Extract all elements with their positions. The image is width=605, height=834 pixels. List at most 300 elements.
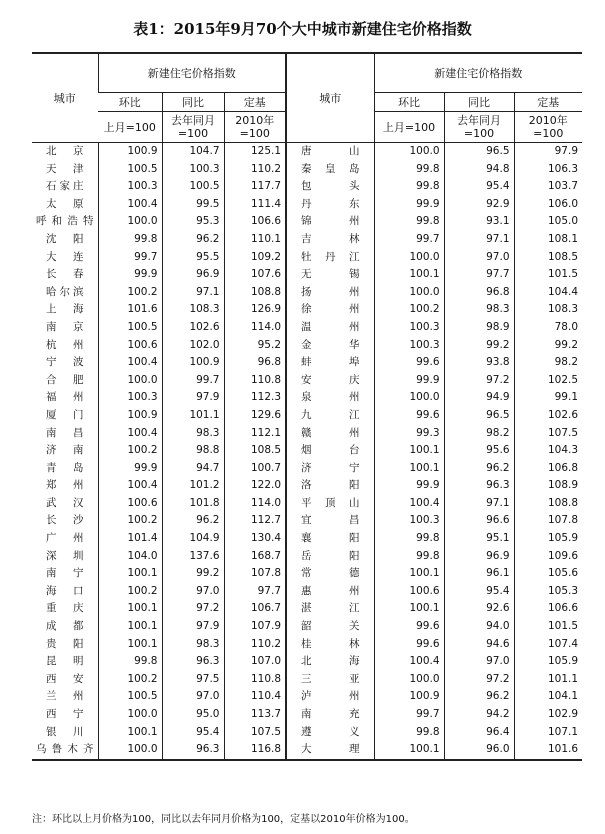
mom-value-left: 100.6: [98, 495, 162, 513]
yoy-value-right: 96.5: [444, 143, 514, 161]
mom-value-right: 99.6: [374, 407, 444, 425]
city-name-left: 厦门: [46, 408, 84, 421]
fixed-value-right: 106.8: [514, 460, 582, 478]
fixed-value-right: 107.5: [514, 425, 582, 443]
city-name-right: 蚌埠: [286, 354, 374, 372]
fixed-value-right: 105.9: [514, 530, 582, 548]
fixed-value-left: 110.2: [224, 636, 286, 654]
city-name-left: 杭州: [46, 338, 84, 351]
yoy-value-right: 97.1: [444, 231, 514, 249]
city-name-left: 昆明: [46, 655, 84, 668]
city-name-right: 三亚: [286, 671, 374, 689]
fixed-value-left: 126.9: [224, 301, 286, 319]
fixed-value-right: 99.2: [514, 337, 582, 355]
table-row: [32, 161, 582, 179]
city-name-right: 北海: [286, 653, 374, 671]
city-name-right: 秦皇岛: [286, 161, 374, 179]
mom-value-left: 99.7: [98, 249, 162, 267]
yoy-value-right: 97.2: [444, 671, 514, 689]
table-row: [32, 512, 582, 530]
city-name-left: 南京: [46, 320, 84, 333]
yoy-value-left: 102.6: [162, 319, 224, 337]
city-name-left: 乌鲁木齐: [32, 741, 98, 760]
city-name-right: 烟台: [286, 442, 374, 460]
city-name-right: 锦州: [286, 213, 374, 231]
fixed-value-left: 109.2: [224, 249, 286, 267]
yoy-value-left: 104.7: [162, 143, 224, 161]
yoy-base-right: 去年同月=100: [444, 112, 514, 143]
mom-value-right: 100.1: [374, 741, 444, 760]
fixed-value-right: 101.5: [514, 618, 582, 636]
fixed-value-right: 102.6: [514, 407, 582, 425]
yoy-value-right: 97.7: [444, 266, 514, 284]
city-name-right: 牡丹江: [286, 249, 374, 267]
mom-value-right: 100.0: [374, 389, 444, 407]
mom-value-left: 100.4: [98, 425, 162, 443]
city-name-left: 银川: [46, 725, 84, 738]
table-row: [32, 284, 582, 302]
city-name-right: 济宁: [286, 460, 374, 478]
yoy-value-left: 95.4: [162, 724, 224, 742]
yoy-value-left: 95.0: [162, 706, 224, 724]
fixed-value-right: 103.7: [514, 178, 582, 196]
fixed-value-left: 110.4: [224, 688, 286, 706]
mom-value-left: 100.4: [98, 477, 162, 495]
fixed-value-right: 106.0: [514, 196, 582, 214]
table-row: [32, 213, 582, 231]
yoy-value-left: 96.2: [162, 231, 224, 249]
mom-value-right: 99.6: [374, 618, 444, 636]
yoy-header-right: 同比: [444, 93, 514, 112]
mom-value-right: 99.6: [374, 354, 444, 372]
yoy-value-right: 92.6: [444, 600, 514, 618]
mom-value-right: 99.8: [374, 161, 444, 179]
city-name-right: 包头: [286, 178, 374, 196]
table-row: [32, 425, 582, 443]
table-row: [32, 337, 582, 355]
city-name-left: 合肥: [46, 373, 84, 386]
table-row: [32, 372, 582, 390]
mom-value-right: 100.3: [374, 337, 444, 355]
mom-value-left: 99.8: [98, 231, 162, 249]
table-row: [32, 477, 582, 495]
yoy-value-right: 96.9: [444, 548, 514, 566]
city-name-left: 重庆: [46, 602, 84, 615]
yoy-header-left: 同比: [162, 93, 224, 112]
mom-value-left: 99.9: [98, 460, 162, 478]
table-row: [32, 354, 582, 372]
yoy-value-left: 94.7: [162, 460, 224, 478]
mom-value-left: 100.2: [98, 583, 162, 601]
fixed-base-left: 2010年=100: [224, 112, 286, 143]
mom-value-left: 100.9: [98, 407, 162, 425]
mom-value-right: 99.8: [374, 548, 444, 566]
mom-value-left: 100.2: [98, 671, 162, 689]
city-name-right: 丹东: [286, 196, 374, 214]
mom-value-left: 100.1: [98, 600, 162, 618]
yoy-value-right: 97.0: [444, 653, 514, 671]
footnote: 注：环比以上月价格为100，同比以去年同月价格为100，定基以2010年价格为100。: [32, 814, 415, 825]
city-name-right: 常德: [286, 565, 374, 583]
fixed-value-left: 108.5: [224, 442, 286, 460]
fixed-value-left: 112.7: [224, 512, 286, 530]
fixed-value-left: 112.1: [224, 425, 286, 443]
mom-value-left: 100.0: [98, 372, 162, 390]
yoy-value-right: 95.6: [444, 442, 514, 460]
city-name-left: 长春: [46, 268, 84, 281]
yoy-value-left: 96.2: [162, 512, 224, 530]
mom-header-right: 环比: [374, 93, 444, 112]
city-name-left: 上海: [46, 303, 84, 316]
table-row: [32, 266, 582, 284]
price-index-table: [32, 52, 582, 761]
group-header-right: 新建住宅价格指数: [374, 53, 582, 93]
city-name-left: 青岛: [46, 461, 84, 474]
yoy-value-left: 97.2: [162, 600, 224, 618]
city-name-right: 宜昌: [286, 512, 374, 530]
city-name-right: 九江: [286, 407, 374, 425]
fixed-value-right: 101.5: [514, 266, 582, 284]
mom-base-left: 上月=100: [103, 120, 156, 134]
city-name-left: 天津: [46, 162, 84, 175]
city-name-right: 南充: [286, 706, 374, 724]
mom-value-left: 100.1: [98, 636, 162, 654]
city-name-right: 遵义: [286, 724, 374, 742]
mom-value-left: 104.0: [98, 548, 162, 566]
city-name-left: 宁波: [46, 356, 84, 369]
fixed-value-left: 117.7: [224, 178, 286, 196]
city-name-right: 泸州: [286, 688, 374, 706]
mom-value-left: 99.8: [98, 653, 162, 671]
yoy-value-right: 97.2: [444, 372, 514, 390]
yoy-value-left: 96.3: [162, 741, 224, 760]
city-name-right: 桂林: [286, 636, 374, 654]
fixed-value-right: 108.1: [514, 231, 582, 249]
mom-value-right: 99.7: [374, 706, 444, 724]
fixed-value-left: 114.0: [224, 495, 286, 513]
fixed-value-right: 108.3: [514, 301, 582, 319]
mom-value-left: 100.1: [98, 618, 162, 636]
yoy-value-right: 96.2: [444, 688, 514, 706]
yoy-value-right: 97.1: [444, 495, 514, 513]
fixed-value-right: 105.9: [514, 653, 582, 671]
table-row: [32, 196, 582, 214]
yoy-value-left: 99.5: [162, 196, 224, 214]
table-body: [32, 143, 582, 760]
mom-value-right: 100.0: [374, 143, 444, 161]
city-name-left: 太原: [46, 197, 84, 210]
fixed-base-right: 2010年=100: [514, 112, 582, 143]
mom-value-left: 100.1: [98, 724, 162, 742]
mom-value-left: 100.3: [98, 389, 162, 407]
fixed-value-right: 101.6: [514, 741, 582, 760]
table-row: [32, 249, 582, 267]
city-name-right: 无锡: [286, 266, 374, 284]
mom-value-right: 99.9: [374, 477, 444, 495]
mom-value-left: 101.4: [98, 530, 162, 548]
yoy-value-right: 98.2: [444, 425, 514, 443]
mom-value-right: 99.9: [374, 196, 444, 214]
city-name-right: 泉州: [286, 389, 374, 407]
fixed-value-left: 95.2: [224, 337, 286, 355]
yoy-value-right: 96.3: [444, 477, 514, 495]
city-name-right: 赣州: [286, 425, 374, 443]
yoy-value-left: 99.2: [162, 565, 224, 583]
table-row: [32, 319, 582, 337]
fixed-value-right: 108.8: [514, 495, 582, 513]
table-row: [32, 653, 582, 671]
fixed-value-left: 110.2: [224, 161, 286, 179]
city-name-left: 北京: [32, 143, 98, 161]
city-name-right: 湛江: [286, 600, 374, 618]
fixed-value-left: 110.8: [224, 372, 286, 390]
fixed-header-right: 定基: [514, 93, 582, 112]
table-row: [32, 442, 582, 460]
mom-value-right: 100.6: [374, 583, 444, 601]
mom-value-left: 100.5: [98, 161, 162, 179]
fixed-value-left: 113.7: [224, 706, 286, 724]
fixed-value-right: 107.4: [514, 636, 582, 654]
table-row: [32, 389, 582, 407]
fixed-value-right: 107.8: [514, 512, 582, 530]
table-row: [32, 407, 582, 425]
table-row: [32, 583, 582, 601]
mom-value-right: 100.1: [374, 266, 444, 284]
yoy-value-right: 96.0: [444, 741, 514, 760]
yoy-base-left: 去年同月=100: [162, 112, 224, 143]
fixed-value-left: 168.7: [224, 548, 286, 566]
mom-value-right: 99.8: [374, 530, 444, 548]
group-header-left: 新建住宅价格指数: [98, 53, 286, 93]
fixed-value-right: 107.1: [514, 724, 582, 742]
mom-value-left: 100.5: [98, 688, 162, 706]
mom-value-left: 100.0: [98, 741, 162, 760]
table-row: [32, 636, 582, 654]
city-name-left: 成都: [46, 620, 84, 633]
city-header-left: 城市: [32, 53, 98, 143]
city-name-right: 温州: [286, 319, 374, 337]
yoy-value-right: 96.1: [444, 565, 514, 583]
mom-value-right: 99.8: [374, 724, 444, 742]
city-name-right: 徐州: [286, 301, 374, 319]
yoy-value-left: 104.9: [162, 530, 224, 548]
mom-value-left: 100.1: [98, 565, 162, 583]
yoy-value-left: 101.8: [162, 495, 224, 513]
mom-value-right: 100.4: [374, 495, 444, 513]
mom-value-right: 99.8: [374, 213, 444, 231]
city-name-right: 大理: [286, 741, 374, 760]
city-name-right: 平顶山: [286, 495, 374, 513]
city-name-right: 惠州: [286, 583, 374, 601]
table-row: [32, 460, 582, 478]
yoy-value-left: 95.5: [162, 249, 224, 267]
fixed-value-left: 112.3: [224, 389, 286, 407]
fixed-value-right: 101.1: [514, 671, 582, 689]
mom-value-right: 100.0: [374, 249, 444, 267]
city-name-left: 大连: [46, 250, 84, 263]
mom-value-right: 100.1: [374, 442, 444, 460]
city-name-left: 兰州: [46, 690, 84, 703]
city-name-left: 郑州: [46, 479, 84, 492]
city-name-left: 哈尔滨: [46, 285, 84, 298]
yoy-value-left: 98.3: [162, 425, 224, 443]
city-name-right: 岳阳: [286, 548, 374, 566]
mom-value-right: 99.8: [374, 178, 444, 196]
mom-value-left: 100.0: [98, 706, 162, 724]
table-row: [32, 706, 582, 724]
city-name-right: 洛阳: [286, 477, 374, 495]
fixed-value-right: 105.6: [514, 565, 582, 583]
yoy-value-right: 94.2: [444, 706, 514, 724]
yoy-value-right: 95.4: [444, 178, 514, 196]
mom-value-right: 100.0: [374, 671, 444, 689]
yoy-value-left: 100.5: [162, 178, 224, 196]
yoy-value-left: 96.3: [162, 653, 224, 671]
mom-header-left: 环比: [98, 93, 162, 112]
yoy-value-left: 95.3: [162, 213, 224, 231]
mom-value-left: 100.4: [98, 354, 162, 372]
table-title: 表1：2015年9月70个大中城市新建住宅价格指数: [133, 20, 472, 38]
city-name-left: 济南: [46, 444, 84, 457]
mom-value-left: 100.3: [98, 178, 162, 196]
city-name-right: 襄阳: [286, 530, 374, 548]
fixed-value-left: 107.0: [224, 653, 286, 671]
mom-value-right: 100.1: [374, 460, 444, 478]
yoy-value-right: 96.8: [444, 284, 514, 302]
yoy-value-left: 97.0: [162, 583, 224, 601]
fixed-value-left: 108.8: [224, 284, 286, 302]
yoy-value-left: 98.3: [162, 636, 224, 654]
mom-value-right: 99.6: [374, 636, 444, 654]
table-row: [32, 548, 582, 566]
fixed-value-left: 130.4: [224, 530, 286, 548]
fixed-value-left: 106.7: [224, 600, 286, 618]
fixed-value-right: 102.5: [514, 372, 582, 390]
fixed-value-right: 104.1: [514, 688, 582, 706]
yoy-value-right: 93.8: [444, 354, 514, 372]
city-name-left: 深圳: [46, 549, 84, 562]
mom-value-left: 100.0: [98, 213, 162, 231]
city-name-right: 金华: [286, 337, 374, 355]
yoy-value-right: 98.3: [444, 301, 514, 319]
fixed-value-left: 110.8: [224, 671, 286, 689]
city-name-left: 福州: [46, 391, 84, 404]
yoy-value-left: 108.3: [162, 301, 224, 319]
table-row: [32, 741, 582, 760]
fixed-value-left: 107.6: [224, 266, 286, 284]
mom-value-left: 100.2: [98, 284, 162, 302]
city-name-left: 西宁: [46, 708, 84, 720]
city-name-right: 唐山: [286, 143, 374, 161]
mom-value-right: 100.0: [374, 284, 444, 302]
yoy-value-left: 97.5: [162, 671, 224, 689]
yoy-value-right: 92.9: [444, 196, 514, 214]
fixed-value-left: 111.4: [224, 196, 286, 214]
fixed-header-left: 定基: [224, 93, 286, 112]
yoy-value-left: 98.8: [162, 442, 224, 460]
mom-value-left: 100.4: [98, 196, 162, 214]
yoy-value-left: 99.7: [162, 372, 224, 390]
fixed-value-right: 109.6: [514, 548, 582, 566]
mom-value-left: 100.5: [98, 319, 162, 337]
city-name-left: 长沙: [46, 514, 84, 527]
yoy-value-right: 94.8: [444, 161, 514, 179]
mom-base-right: 上月=100: [374, 112, 444, 143]
fixed-value-right: 102.9: [514, 706, 582, 724]
yoy-value-right: 94.6: [444, 636, 514, 654]
table-row: [32, 178, 582, 196]
table-row: [32, 495, 582, 513]
fixed-value-left: 107.5: [224, 724, 286, 742]
mom-value-left: 100.2: [98, 512, 162, 530]
table-row: [32, 688, 582, 706]
fixed-value-left: 116.8: [224, 741, 286, 760]
yoy-value-left: 97.0: [162, 688, 224, 706]
fixed-value-left: 100.7: [224, 460, 286, 478]
city-name-left: 沈阳: [46, 232, 84, 245]
yoy-value-left: 100.3: [162, 161, 224, 179]
yoy-value-right: 95.1: [444, 530, 514, 548]
fixed-value-left: 110.1: [224, 231, 286, 249]
table-row: [32, 530, 582, 548]
city-name-right: 扬州: [286, 284, 374, 302]
fixed-value-left: 106.6: [224, 213, 286, 231]
city-name-left: 石家庄: [46, 180, 84, 193]
yoy-value-right: 94.9: [444, 389, 514, 407]
yoy-value-left: 100.9: [162, 354, 224, 372]
yoy-value-right: 97.0: [444, 249, 514, 267]
city-name-left: 海口: [46, 584, 84, 597]
yoy-value-left: 96.9: [162, 266, 224, 284]
yoy-value-left: 101.1: [162, 407, 224, 425]
fixed-value-right: 105.3: [514, 583, 582, 601]
mom-value-right: 99.3: [374, 425, 444, 443]
mom-value-right: 100.3: [374, 512, 444, 530]
yoy-value-left: 137.6: [162, 548, 224, 566]
fixed-value-right: 108.9: [514, 477, 582, 495]
yoy-value-right: 99.2: [444, 337, 514, 355]
city-name-left: 南宁: [46, 567, 84, 580]
mom-value-right: 100.1: [374, 565, 444, 583]
fixed-value-right: 108.5: [514, 249, 582, 267]
fixed-value-left: 107.9: [224, 618, 286, 636]
yoy-value-right: 95.4: [444, 583, 514, 601]
yoy-value-left: 97.1: [162, 284, 224, 302]
mom-value-left: 101.6: [98, 301, 162, 319]
yoy-value-right: 96.6: [444, 512, 514, 530]
yoy-value-left: 102.0: [162, 337, 224, 355]
fixed-value-right: 105.0: [514, 213, 582, 231]
fixed-value-left: 125.1: [224, 143, 286, 161]
mom-value-right: 100.4: [374, 653, 444, 671]
yoy-value-left: 97.9: [162, 618, 224, 636]
table-row: [32, 600, 582, 618]
table-row: [32, 618, 582, 636]
mom-value-right: 100.1: [374, 600, 444, 618]
table-row: [32, 143, 582, 161]
fixed-value-right: 97.9: [514, 143, 582, 161]
city-name-right: 韶关: [286, 618, 374, 636]
yoy-value-right: 96.4: [444, 724, 514, 742]
fixed-value-right: 78.0: [514, 319, 582, 337]
fixed-value-right: 106.3: [514, 161, 582, 179]
yoy-value-right: 93.1: [444, 213, 514, 231]
city-name-left: 广州: [46, 532, 84, 545]
city-name-left: 呼和浩特: [36, 215, 94, 228]
mom-value-right: 100.2: [374, 301, 444, 319]
fixed-value-right: 104.4: [514, 284, 582, 302]
fixed-value-left: 122.0: [224, 477, 286, 495]
